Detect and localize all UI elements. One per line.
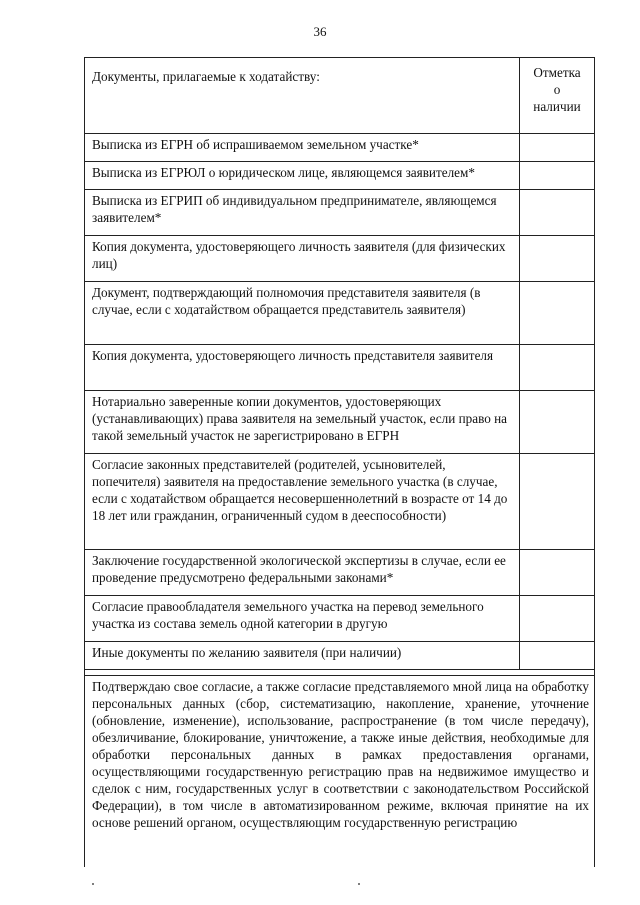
header-mark-line1: Отметка	[533, 65, 581, 80]
table-header-row	[85, 58, 595, 134]
mark-cell[interactable]	[520, 642, 595, 670]
page-number: 36	[313, 24, 327, 39]
mark-cell[interactable]	[520, 282, 595, 345]
document-name: Выписка из ЕГРИП об индивидуальном предпринимателе, являющемся заявителем*	[85, 190, 520, 236]
scan-dot	[358, 883, 360, 885]
table-row	[85, 596, 595, 642]
consent-row	[85, 676, 595, 868]
consent-text: Подтверждаю свое согласие, а также согласие представляемого мной лица на обработку персональных данных (сбор, систематизацию, накопление, хранение, уточнение (обновление, изменение), использование, распространение (в том числе передачу), обезличивание, блокирование, уничтожение, а также иные действия, необходимые для обработки персональных данных в рамках предоставления органами, осуществляющими государственную регистрацию прав на недвижимое имущество и сделок с ним, государственных услуг в соответствии с законодательством Российской Федерации), в том числе в автоматизированном режиме, включая принятие на их основе решений органом, осуществляющим государственную регистрацию	[85, 676, 595, 868]
table-row	[85, 391, 595, 454]
mark-cell[interactable]	[520, 550, 595, 596]
mark-cell[interactable]	[520, 345, 595, 391]
table-row	[85, 190, 595, 236]
document-name: Заключение государственной экологической экспертизы в случае, если ее проведение предусмотрено федеральными законами*	[85, 550, 520, 596]
mark-cell[interactable]	[520, 596, 595, 642]
scan-dot	[92, 883, 94, 885]
document-name: Согласие законных представителей (родителей, усыновителей, попечителя) заявителя на предоставление земельного участка (в случае, если с ходатайством обращается несовершеннолетний в возрасте от 14 до 18 лет или гражданин, ограниченный судом в дееспособности)	[85, 454, 520, 550]
mark-cell[interactable]	[520, 162, 595, 190]
table-row	[85, 345, 595, 391]
table-row	[85, 550, 595, 596]
document-name: Копия документа, удостоверяющего личность представителя заявителя	[85, 345, 520, 391]
table-row	[85, 282, 595, 345]
document-name: Выписка из ЕГРН об испрашиваемом земельном участке*	[85, 134, 520, 162]
table-row	[85, 454, 595, 550]
table-row	[85, 236, 595, 282]
documents-table	[84, 57, 595, 867]
mark-cell[interactable]	[520, 134, 595, 162]
document-name: Согласие правообладателя земельного участка на перевод земельного участка из состава земель одной категории в другую	[85, 596, 520, 642]
document-name: Документ, подтверждающий полномочия представителя заявителя (в случае, если с ходатайством обращается представитель заявителя)	[85, 282, 520, 345]
document-name: Выписка из ЕГРЮЛ о юридическом лице, являющемся заявителем*	[85, 162, 520, 190]
mark-cell[interactable]	[520, 454, 595, 550]
mark-cell[interactable]	[520, 190, 595, 236]
header-documents: Документы, прилагаемые к ходатайству:	[85, 58, 520, 134]
mark-cell[interactable]	[520, 236, 595, 282]
table-row	[85, 134, 595, 162]
table-row	[85, 162, 595, 190]
header-mark-line2: о	[553, 82, 561, 97]
document-name: Иные документы по желанию заявителя (при наличии)	[85, 642, 520, 670]
header-mark-line3: наличии	[533, 99, 581, 114]
document-name: Копия документа, удостоверяющего личность заявителя (для физических лиц)	[85, 236, 520, 282]
document-name: Нотариально заверенные копии документов, удостоверяющих (устанавливающих) права заявителя на земельный участок, если право на такой земельный участок не зарегистрировано в ЕГРН	[85, 391, 520, 454]
mark-cell[interactable]	[520, 391, 595, 454]
table-row	[85, 642, 595, 670]
header-mark	[520, 58, 595, 134]
